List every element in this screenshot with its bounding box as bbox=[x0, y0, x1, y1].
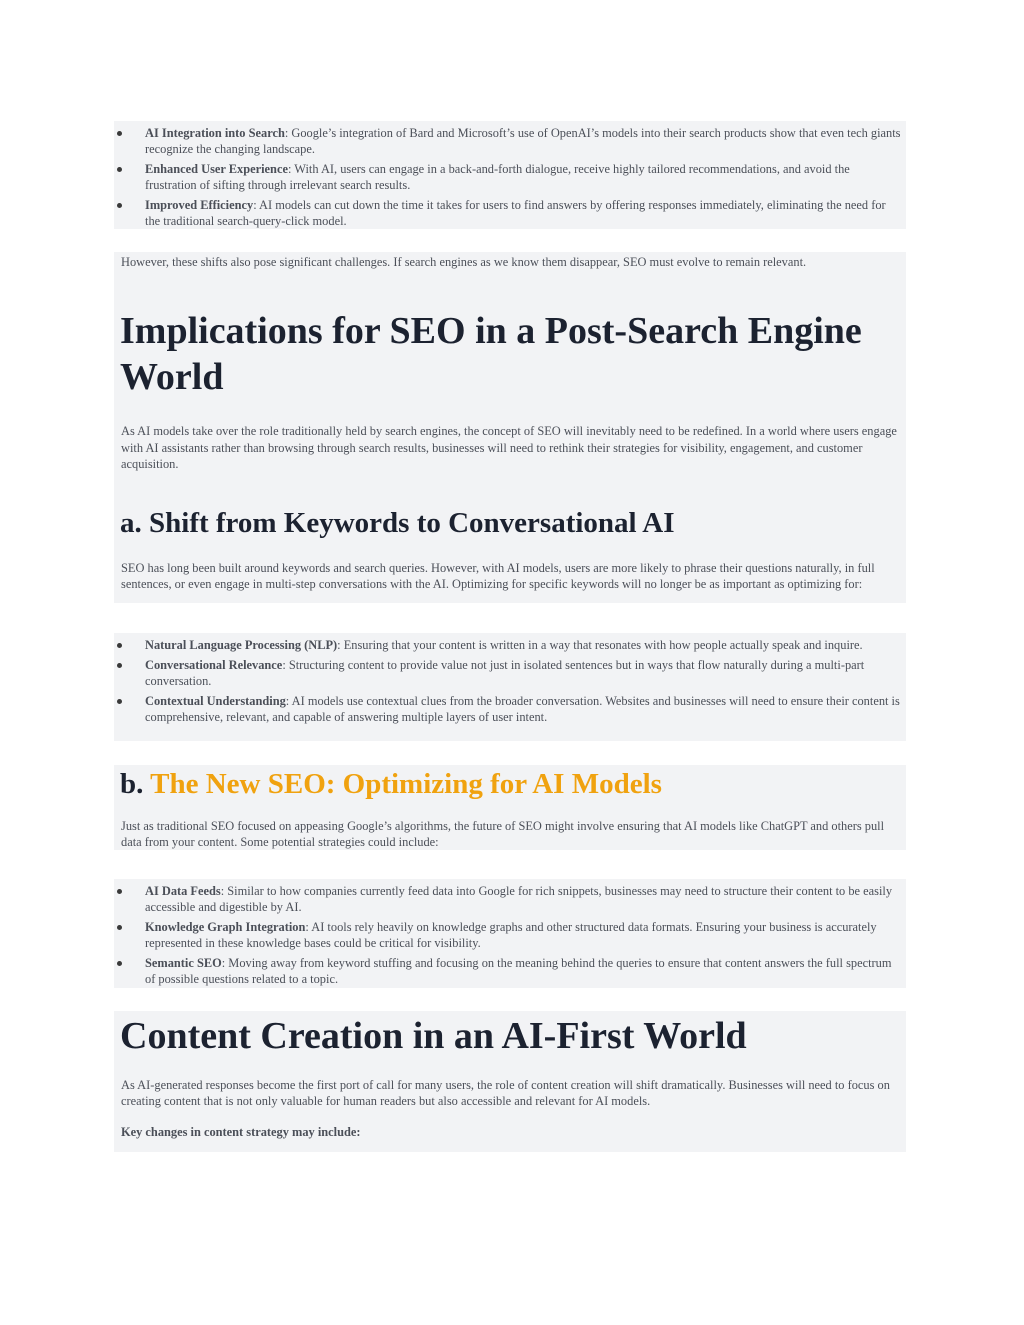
implications-heading: Implications for SEO in a Post-Search Engine World bbox=[120, 310, 862, 399]
bullet-icon bbox=[117, 961, 122, 966]
bullet-icon bbox=[117, 699, 122, 704]
list-item: Improved Efficiency: AI models can cut down the time it takes for users to find answers by offering responses immediately, eliminating the need for the traditional search-query-click model. bbox=[114, 197, 906, 229]
new-seo-heading-link[interactable]: The New SEO: Optimizing for AI Models bbox=[150, 768, 662, 800]
new-seo-section bbox=[114, 765, 906, 850]
bullet-icon bbox=[117, 203, 122, 208]
content-creation-heading: Content Creation in an AI-First World bbox=[120, 1015, 747, 1057]
shift-paragraph: SEO has long been built around keywords and search queries. However, with AI models, users are more likely to phrase their questions naturally, in full sentences, or even engage in multi-step conversations with the AI. Optimizing for specific keywords will no longer be as important as optimizing for: bbox=[121, 561, 875, 592]
list-item: Enhanced User Experience: With AI, users can engage in a back-and-forth dialogue, receive highly tailored recommendations, and avoid the frustration of sifting through irrelevant search results. bbox=[114, 161, 906, 193]
list-item: Semantic SEO: Moving away from keyword stuffing and focusing on the meaning behind the queries to ensure that content answers the full spectrum of possible questions related to a topic. bbox=[114, 955, 906, 987]
implications-section bbox=[114, 252, 906, 603]
list-item: AI Data Feeds: Similar to how companies currently feed data into Google for rich snippets, businesses may need to structure their content to be easily accessible and digestible by AI. bbox=[114, 883, 906, 915]
list-item: AI Integration into Search: Google’s integration of Bard and Microsoft’s use of OpenAI’s models into their search products show that even tech giants recognize the changing landscape. bbox=[114, 125, 906, 157]
strategies-list-block bbox=[114, 879, 906, 988]
bullet-icon bbox=[117, 131, 122, 136]
shift-heading: a. Shift from Keywords to Conversational AI bbox=[120, 507, 675, 540]
bullet-icon bbox=[117, 663, 122, 668]
content-creation-paragraph: As AI-generated responses become the first port of call for many users, the role of content creation will shift dramatically. Businesses will need to focus on creating content that is not only valuable for human readers but also accessible and relevant for AI models. bbox=[121, 1078, 890, 1109]
implications-paragraph: As AI models take over the role traditionally held by search engines, the concept of SEO will inevitably need to be redefined. In a world where users engage with AI assistants rather than browsing through search results, businesses will need to rethink their strategies for visibility, engagement, and customer acquisition. bbox=[121, 424, 897, 471]
content-creation-section bbox=[114, 1011, 906, 1152]
conversational-list bbox=[114, 637, 906, 725]
conversational-list-block bbox=[114, 633, 906, 741]
new-seo-paragraph: Just as traditional SEO focused on appeasing Google’s algorithms, the future of SEO might involve ensuring that AI models like ChatGPT and others pull data from your content. Some potential strategies could include: bbox=[121, 819, 885, 850]
list-item: Natural Language Processing (NLP): Ensuring that your content is written in a way that resonates with how people actually speak and inquire. bbox=[114, 637, 906, 653]
new-seo-heading: b. The New SEO: Optimizing for AI Models bbox=[120, 768, 662, 800]
bullet-icon bbox=[117, 889, 122, 894]
benefits-list bbox=[114, 125, 906, 229]
key-changes-label: Key changes in content strategy may include: bbox=[121, 1124, 361, 1139]
list-item: Contextual Understanding: AI models use contextual clues from the broader conversation. Websites and businesses will need to ensure their content is comprehensive, relevant, and capable of answering multiple layers of user intent. bbox=[114, 693, 906, 725]
list-item: Knowledge Graph Integration: AI tools rely heavily on knowledge graphs and other structured data formats. Ensuring your business is accurately represented in these knowledge bases could be critical for visibility. bbox=[114, 919, 906, 951]
list-item: Conversational Relevance: Structuring content to provide value not just in isolated sentences but in ways that flow naturally during a multi-part conversation. bbox=[114, 657, 906, 689]
challenges-paragraph: However, these shifts also pose significant challenges. If search engines as we know them disappear, SEO must evolve to remain relevant. bbox=[121, 255, 807, 269]
bullet-icon bbox=[117, 925, 122, 930]
benefits-list-block bbox=[114, 121, 906, 229]
strategies-list bbox=[114, 883, 906, 987]
bullet-icon bbox=[117, 643, 122, 648]
bullet-icon bbox=[117, 167, 122, 172]
